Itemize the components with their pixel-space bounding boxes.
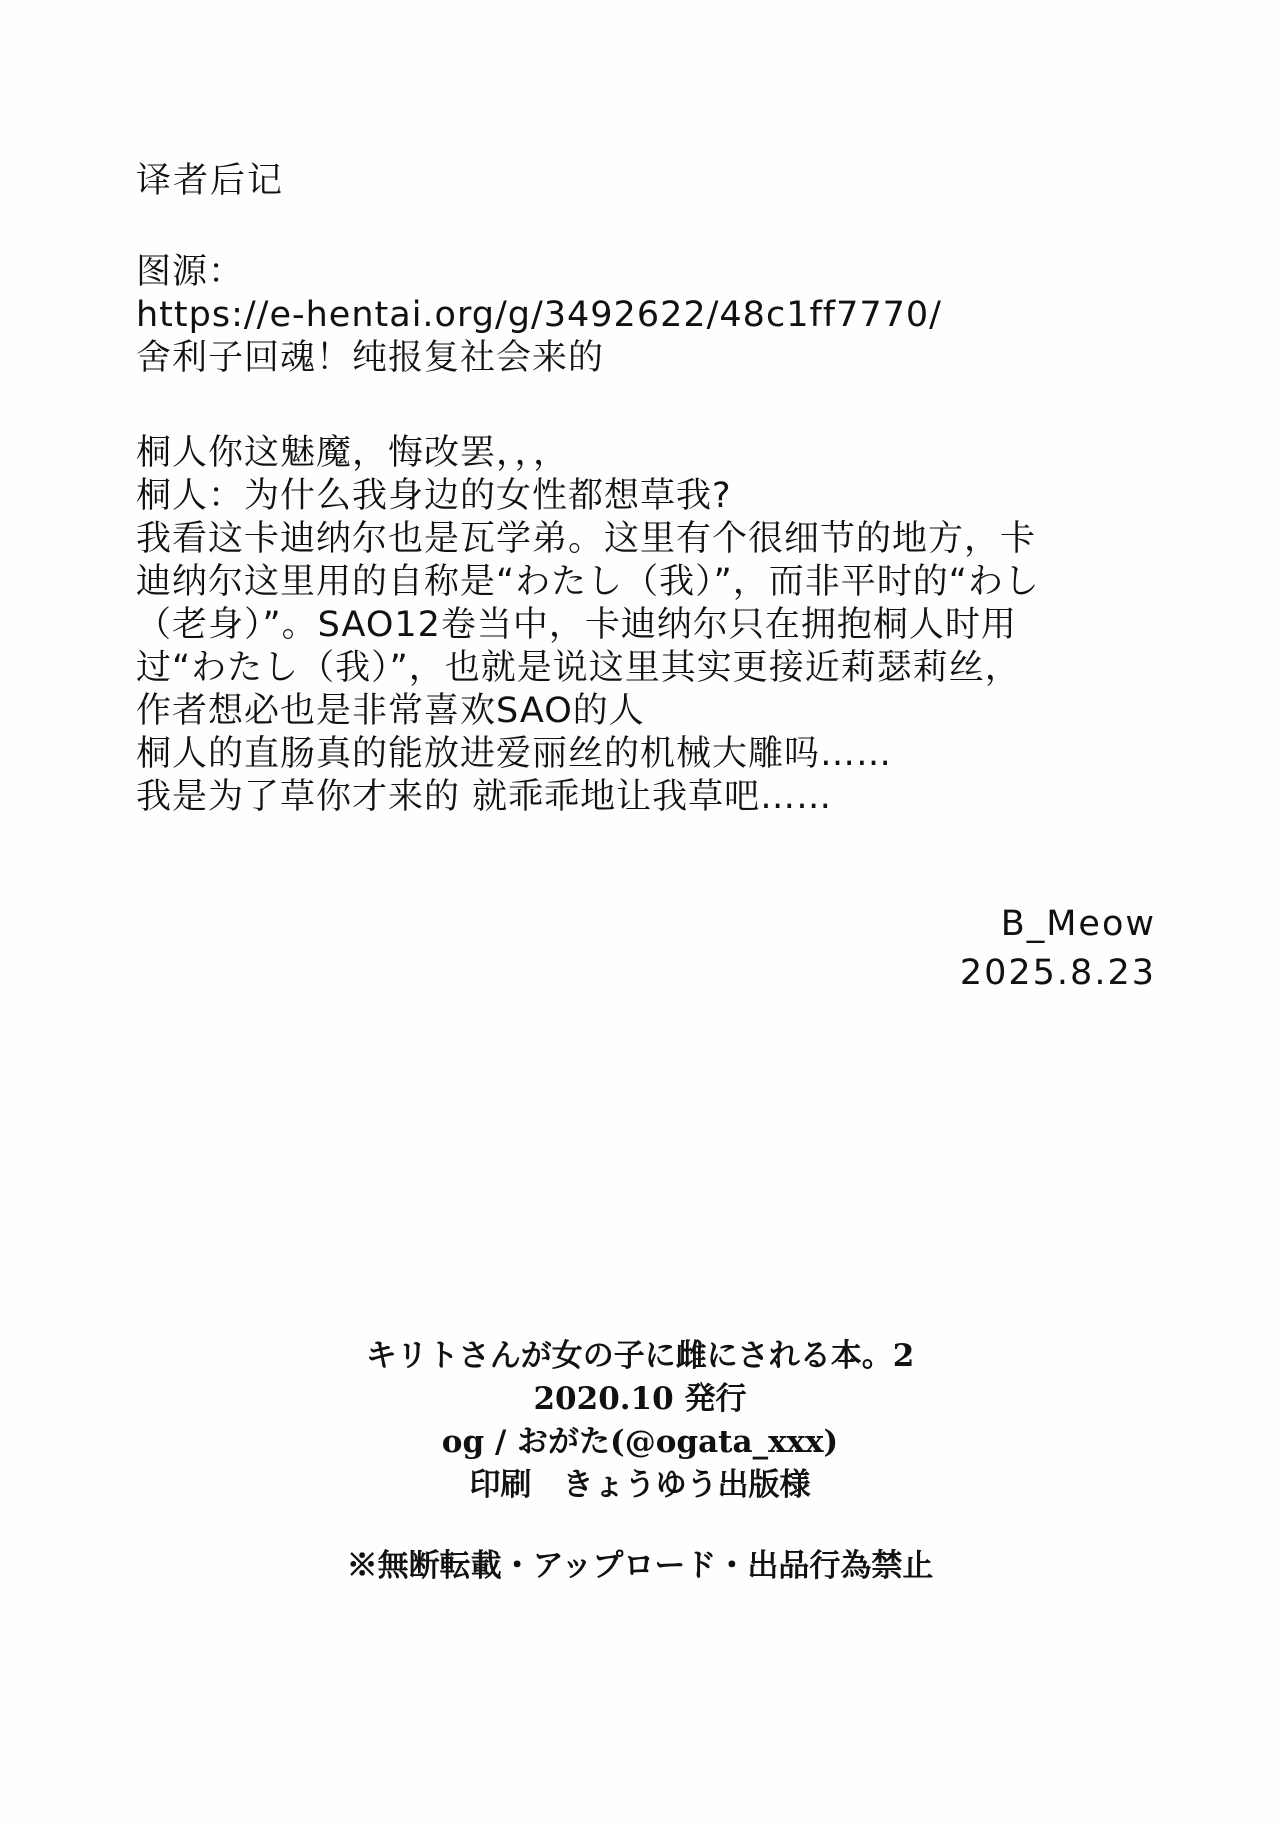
colophon (0, 1335, 1280, 1507)
note-line: 桐人的直肠真的能放进爱丽丝的机械大雕吗…… (136, 734, 893, 774)
source-comment: 舍利子回魂！纯报复社会来的 (136, 338, 605, 378)
note-line: 迪纳尔这里用的自称是“わたし（我）”，而非平时的“わし (136, 562, 1040, 602)
note-line: 桐人：为什么我身边的女性都想草我? (136, 476, 732, 516)
reproduction-notice: ※無断転載・アップロード・出品行為禁止 (346, 1548, 934, 1584)
source-url: https://e-hentai.org/g/3492622/48c1ff7770/ (136, 295, 942, 335)
note-line: 作者想必也是非常喜欢SAO的人 (136, 691, 645, 731)
note-line: 我是为了草你才来的 就乖乖地让我草吧…… (136, 777, 833, 817)
signature (960, 900, 1156, 998)
author-credit: og / おがた(@ogata_xxx) (441, 1424, 839, 1460)
note-line: 我看这卡迪纳尔也是瓦学弟。这里有个很细节的地方，卡 (136, 519, 1037, 559)
signature-date: 2025.8.23 (959, 953, 1156, 993)
signature-name: B_Meow (1000, 904, 1156, 944)
note-line: （老身）”。SAO12卷当中，卡迪纳尔只在拥抱桐人时用 (136, 605, 1017, 645)
book-title: キリトさんが女の子に雌にされる本。2 (365, 1338, 915, 1374)
issue-date: 2020.10 発行 (533, 1381, 747, 1417)
printer-credit: 印刷 きょうゆう出版様 (469, 1467, 811, 1503)
note-line: 过“わたし（我）”，也就是说这里其实更接近莉瑟莉丝， (136, 648, 1021, 688)
translator-note (136, 160, 1146, 819)
source-label: 图源： (136, 252, 245, 292)
note-line: 桐人你这魅魔，悔改罢，，， (136, 433, 570, 473)
note-heading: 译者后记 (136, 161, 285, 201)
